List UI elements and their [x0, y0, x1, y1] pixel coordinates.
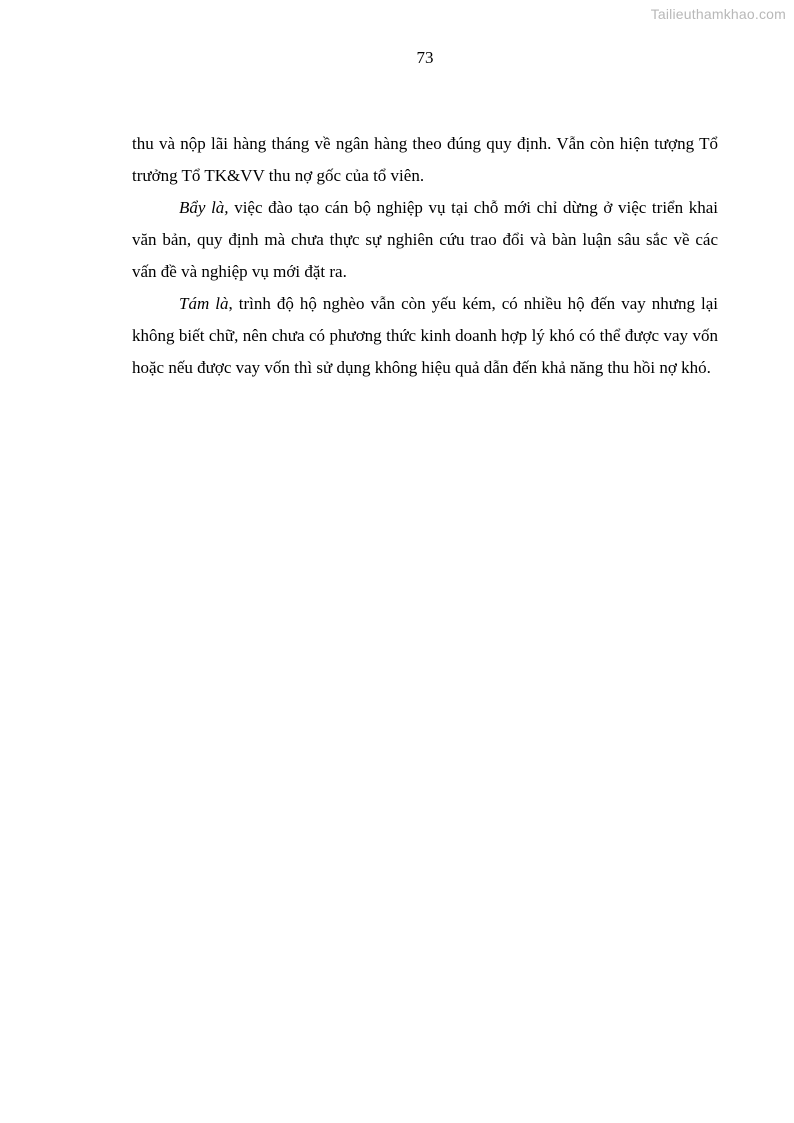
paragraph-bay-la [132, 192, 718, 288]
page-number: 73 [416, 48, 434, 67]
paragraph-continuation [132, 128, 718, 192]
paragraph-lead: Tám là [179, 294, 229, 313]
paragraph-tam-la [132, 288, 718, 384]
site-watermark: Tailieuthamkhao.com [650, 6, 786, 22]
paragraph-text: thu và nộp lãi hàng tháng về ngân hàng theo đúng quy định. Vẫn còn hiện tượng Tổ trưởng Tổ TK&VV thu nợ gốc của tổ viên. [132, 134, 718, 185]
body-text [132, 128, 718, 384]
paragraph-text: việc đào tạo cán bộ nghiệp vụ tại chỗ mới chỉ dừng ở việc triển khai văn bản, quy định mà chưa thực sự nghiên cứu trao đổi và bàn luận sâu sắc về các vấn đề và nghiệp vụ mới đặt ra. [132, 198, 718, 281]
paragraph-lead: Bẩy là, [179, 198, 229, 217]
paragraph-text: , trình độ hộ nghèo vẫn còn yếu kém, có nhiều hộ đến vay nhưng lại không biết chữ, nên chưa có phương thức kinh doanh hợp lý khó có thể được vay vốn hoặc nếu được vay vốn thì sử dụng không hiệu quả dẫn đến khả năng thu hồi nợ khó. [132, 294, 718, 377]
